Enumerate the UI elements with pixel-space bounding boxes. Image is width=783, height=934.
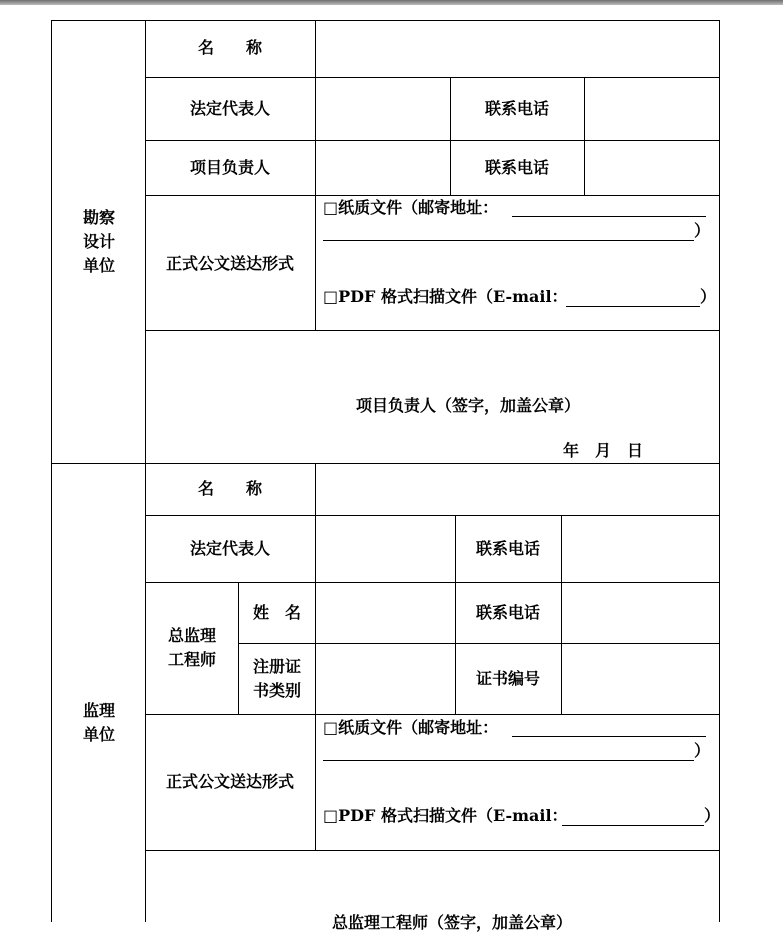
supervision-address-blank-1[interactable]: [512, 736, 706, 737]
supervision-email-blank[interactable]: [562, 825, 704, 826]
survey-legal-rep-label: 法定代表人: [189, 99, 271, 118]
survey-unit-label-line-3: 单位: [82, 256, 116, 275]
survey-pdf-option: □PDF 格式扫描文件（E-mail：: [323, 287, 568, 306]
chief-engineer-label-line-2: 工程师: [167, 650, 217, 669]
supervision-close-paren-1: ）: [694, 741, 711, 760]
supervision-delivery-label: 正式公文送达形式: [165, 772, 295, 791]
survey-address-blank-1[interactable]: [512, 216, 706, 217]
supervision-address-blank-2[interactable]: [323, 760, 694, 761]
survey-address-blank-2[interactable]: [323, 240, 694, 241]
survey-close-paren-1: ）: [694, 221, 711, 240]
supervision-legal-rep-label: 法定代表人: [189, 539, 271, 558]
supervision-unit-label-line-1: 监理: [82, 701, 116, 720]
cert-number-label: 证书编号: [475, 669, 541, 688]
window-top-edge: [0, 0, 783, 5]
survey-unit-label-line-2: 设计: [82, 232, 116, 251]
cert-type-label-line-1: 注册证: [252, 657, 302, 676]
survey-date-line: 年 月 日: [563, 441, 644, 460]
person-name-label: 姓 名: [252, 603, 302, 622]
supervision-close-paren-2: ）: [704, 806, 721, 825]
survey-close-paren-2: ）: [700, 287, 717, 306]
supervision-signature-note: 总监理工程师（签字，加盖公章）: [331, 913, 573, 932]
survey-name-label: 名 称: [197, 38, 263, 57]
survey-phone-label-1: 联系电话: [484, 99, 550, 118]
supervision-pdf-option: □PDF 格式扫描文件（E-mail：: [323, 806, 568, 825]
survey-phone-label-2: 联系电话: [484, 158, 550, 177]
survey-paper-option: □纸质文件（邮寄地址：: [323, 198, 499, 217]
survey-signature-note: 项目负责人（签字，加盖公章）: [355, 396, 581, 415]
survey-unit-label-line-1: 勘察: [82, 208, 116, 227]
survey-delivery-label: 正式公文送达形式: [165, 254, 295, 273]
chief-engineer-label-line-1: 总监理: [167, 626, 217, 645]
supervision-paper-option: □纸质文件（邮寄地址：: [323, 718, 499, 737]
supervision-unit-label-line-2: 单位: [82, 725, 116, 744]
survey-email-blank[interactable]: [566, 306, 700, 307]
supervision-phone-label-1: 联系电话: [475, 539, 541, 558]
supervision-phone-label-2: 联系电话: [475, 603, 541, 622]
cert-type-label-line-2: 书类别: [252, 681, 302, 700]
supervision-name-label: 名 称: [197, 479, 263, 498]
survey-project-lead-label: 项目负责人: [189, 158, 271, 177]
